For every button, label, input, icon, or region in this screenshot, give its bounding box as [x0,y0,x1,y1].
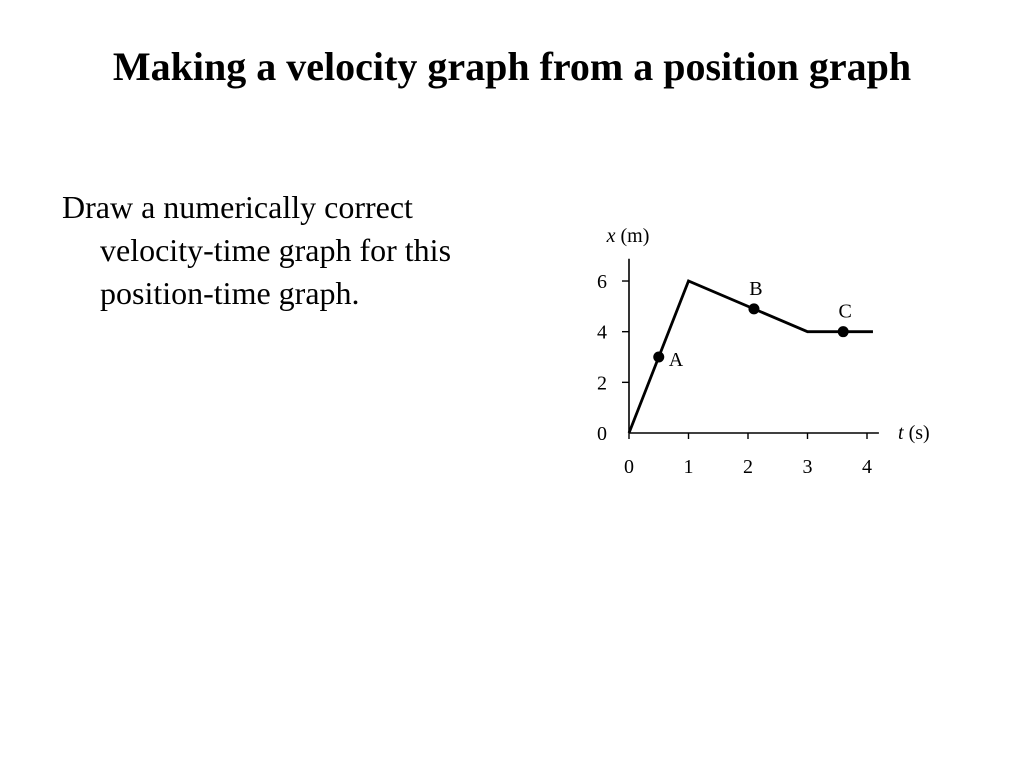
y-tick-label: 6 [597,271,607,294]
x-axis-label: t (s) [898,422,930,444]
x-tick-label: 2 [743,456,753,478]
point-c [838,326,849,337]
bullet-text: Draw a numerically correct velocity-time graph for this position-time graph. [62,189,452,311]
x-tick-label: 4 [862,456,872,478]
chart-series [629,281,873,433]
y-tick-label: 4 [597,321,607,344]
series-line-position [629,281,873,433]
x-tick-label: 0 [624,456,634,478]
x-tick-label: 1 [683,456,694,478]
page-title: Making a velocity graph from a position graph [112,44,912,89]
point-label-b: B [749,277,763,300]
x-tick-label: 3 [802,456,813,478]
point-label-a: A [668,349,684,372]
y-axis-label: x (m) [606,225,650,247]
point-label-c: C [838,300,852,323]
point-b [748,303,759,314]
y-tick-label: 0 [597,423,607,445]
point-a [653,352,664,363]
y-tick-label: 2 [597,372,607,395]
